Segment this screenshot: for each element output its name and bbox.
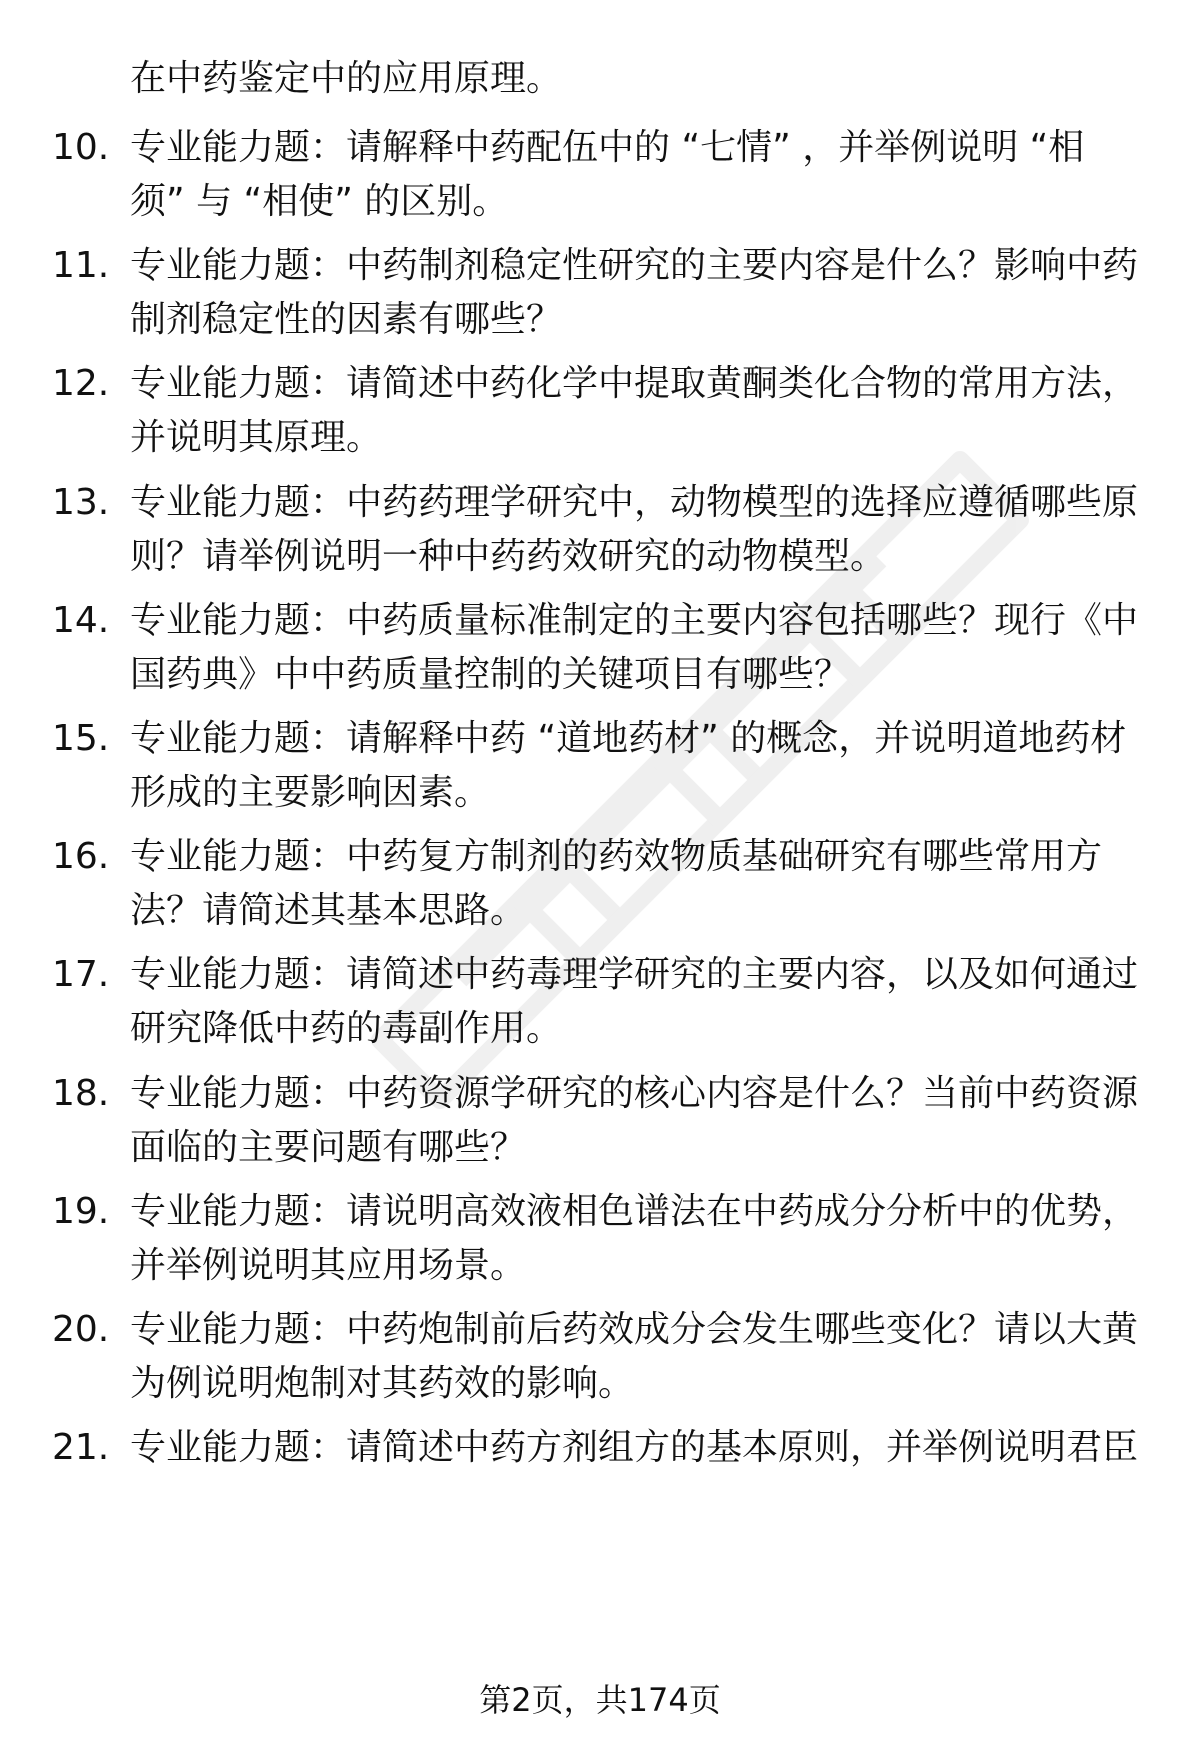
question-number: 12. xyxy=(52,363,110,405)
question-text-line-1: 专业能力题：中药制剂稳定性研究的主要内容是什么？影响中药 xyxy=(130,245,1139,287)
question-text-line-2: 则？请举例说明一种中药药效研究的动物模型。 xyxy=(130,535,887,577)
question-text-line-2: 须” 与 “相使” 的区别。 xyxy=(130,181,509,222)
question-item xyxy=(0,947,1200,1057)
question-number: 18. xyxy=(52,1072,110,1114)
question-item xyxy=(0,356,1200,466)
question-text-line-2: 并说明其原理。 xyxy=(130,417,383,459)
question-text-line-1: 专业能力题：请简述中药化学中提取黄酮类化合物的常用方法， xyxy=(130,363,1139,405)
question-item xyxy=(0,711,1200,821)
question-number: 17. xyxy=(52,954,110,996)
question-text-line-2: 形成的主要影响因素。 xyxy=(130,772,491,813)
question-text-line-1: 专业能力题：中药复方制剂的药效物质基础研究有哪些常用方 xyxy=(130,836,1103,878)
question-text-line-1: 专业能力题：中药质量标准制定的主要内容包括哪些？现行《中 xyxy=(130,599,1139,641)
question-text-line-2: 为例说明炮制对其药效的影响。 xyxy=(130,1363,635,1404)
question-text-line-1: 专业能力题：请说明高效液相色谱法在中药成分分析中的优势， xyxy=(130,1190,1139,1232)
question-number: 21. xyxy=(52,1427,110,1469)
question-number: 20. xyxy=(52,1309,110,1350)
question-number: 19. xyxy=(52,1190,110,1232)
question-item xyxy=(0,1066,1200,1176)
question-text-line-2: 研究降低中药的毒副作用。 xyxy=(130,1008,563,1050)
question-text-line-1: 专业能力题：请解释中药 “道地药材” 的概念，并说明道地药材 xyxy=(130,718,1127,759)
question-number: 14. xyxy=(52,599,110,641)
question-text-line-2: 面临的主要问题有哪些？ xyxy=(130,1126,527,1168)
question-item xyxy=(0,475,1200,585)
question-text-line-1: 专业能力题：中药炮制前后药效成分会发生哪些变化？请以大黄 xyxy=(130,1309,1139,1350)
question-number: 15. xyxy=(52,718,110,759)
question-item xyxy=(0,120,1200,230)
question-item xyxy=(0,1302,1200,1412)
question-item xyxy=(0,829,1200,939)
question-text-line-1: 专业能力题：中药药理学研究中，动物模型的选择应遵循哪些原 xyxy=(130,481,1139,523)
question-number: 13. xyxy=(52,481,110,523)
question-text-line-2: 国药典》中中药质量控制的关键项目有哪些？ xyxy=(130,653,851,695)
question-item xyxy=(0,238,1200,348)
question-text-line-1: 专业能力题：请简述中药毒理学研究的主要内容，以及如何通过 xyxy=(130,954,1139,996)
question-text-line-1: 专业能力题：中药资源学研究的核心内容是什么？当前中药资源 xyxy=(130,1072,1139,1114)
question-item xyxy=(0,1184,1200,1294)
question-text-line-2: 并举例说明其应用场景。 xyxy=(130,1244,527,1286)
page-footer: 第2页，共174页 xyxy=(479,1681,721,1719)
question-text-line-2: 法？请简述其基本思路。 xyxy=(130,890,527,932)
question-number: 16. xyxy=(52,836,110,878)
question-number: 10. xyxy=(52,127,110,168)
question-item xyxy=(0,593,1200,703)
question-item xyxy=(0,1420,1200,1530)
continuation-text: 在中药鉴定中的应用原理。 xyxy=(130,58,563,99)
question-number: 11. xyxy=(52,245,110,287)
question-text-line-1: 专业能力题：请简述中药方剂组方的基本原则，并举例说明君臣 xyxy=(130,1427,1139,1469)
question-text-line-1: 专业能力题：请解释中药配伍中的 “七情” ，并举例说明 “相 xyxy=(130,127,1085,168)
question-text-line-2: 制剂稳定性的因素有哪些？ xyxy=(130,299,563,341)
